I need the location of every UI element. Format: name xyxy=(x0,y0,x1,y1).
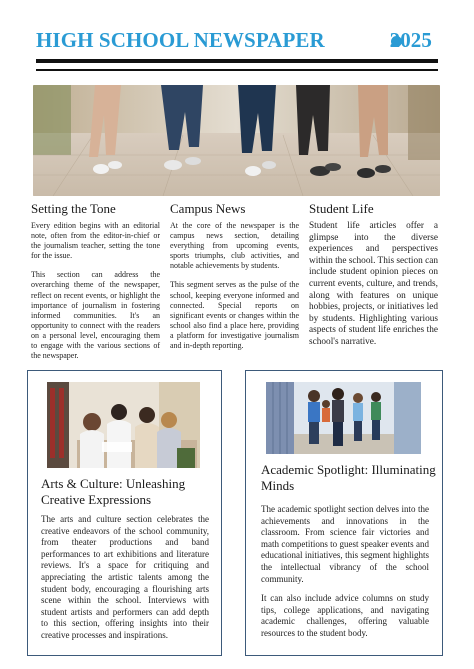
paragraph: This segment serves as the pulse of the school, keeping everyone informed and connected. Special reports on significant events or changes within the school also find a place here, providing a platform for investigative journalism and in-depth reporting. xyxy=(170,280,299,351)
hero-students-walking-photo xyxy=(33,85,440,196)
feature-body: The arts and culture section celebrates the creative endeavors of the school community, from theater productions and band performances to art exhibitions and literature reviews. It's a space for critiquing and appreciating the artistic talents among the student body, encouraging a flourishing arts scene within the school. Interviews with student artists and performers can add depth to this section, offering insights into their creative processes and inspirations. xyxy=(41,514,209,640)
feature-heading: Academic Spotlight: Illuminating Minds xyxy=(261,462,436,493)
column-setting-the-tone xyxy=(31,200,160,361)
feature-heading: Arts & Culture: Unleashing Creative Expressions xyxy=(41,476,186,507)
paragraph: This section can address the overarching theme of the newspaper, reflect on recent events, or highlight the importance of journalism in fostering informed communities. It's an opportunity to connect with the readers on a personal level, encouraging them to engage with the various sections of the newspaper. xyxy=(31,270,160,361)
masthead-rule-thick xyxy=(36,59,438,63)
paragraph: At the core of the newspaper is the campus news section, detailing everything from upcoming events, sports triumphs, club activities, and notable achievements by students. xyxy=(170,221,299,271)
paragraph: Student life articles offer a glimpse into the diverse experiences and perspectives within the school. This section can include student opinion pieces on current events, culture, and trends, along with features on unique hobbies, projects, or initiatives led by students. Highlighting various aspects of student life enriches the school's narrative. xyxy=(309,221,438,347)
section-heading: Campus News xyxy=(170,201,246,216)
feature-body: The academic spotlight section delves into the achievements and innovations in the classroom. From science fair victories and math competitions to guest speaker events and educational initiatives, this segment highlights the intellectual vibrancy of the school community. xyxy=(261,504,429,584)
section-heading: Student Life xyxy=(309,201,374,216)
feature-body: It can also include advice columns on study tips, college applications, and navigating academic challenges, offering valuable resources to the student body. xyxy=(261,593,429,638)
edition-year: 2025 xyxy=(389,28,432,52)
paragraph: Every edition begins with an editorial note, often from the editor-in-chief or the journalism teacher, setting the tone for the issue. xyxy=(31,221,160,261)
section-heading: Setting the Tone xyxy=(31,201,116,216)
column-student-life xyxy=(309,200,438,349)
masthead-rule-thin xyxy=(36,69,438,71)
students-hallway-photo xyxy=(266,382,421,454)
students-studying-photo xyxy=(47,382,200,468)
newspaper-title: HIGH SCHOOL NEWSPAPER xyxy=(36,28,325,52)
feature-box-arts-culture xyxy=(27,370,222,656)
masthead xyxy=(36,28,438,56)
column-campus-news xyxy=(170,200,299,351)
feature-box-academic-spotlight xyxy=(245,370,443,656)
